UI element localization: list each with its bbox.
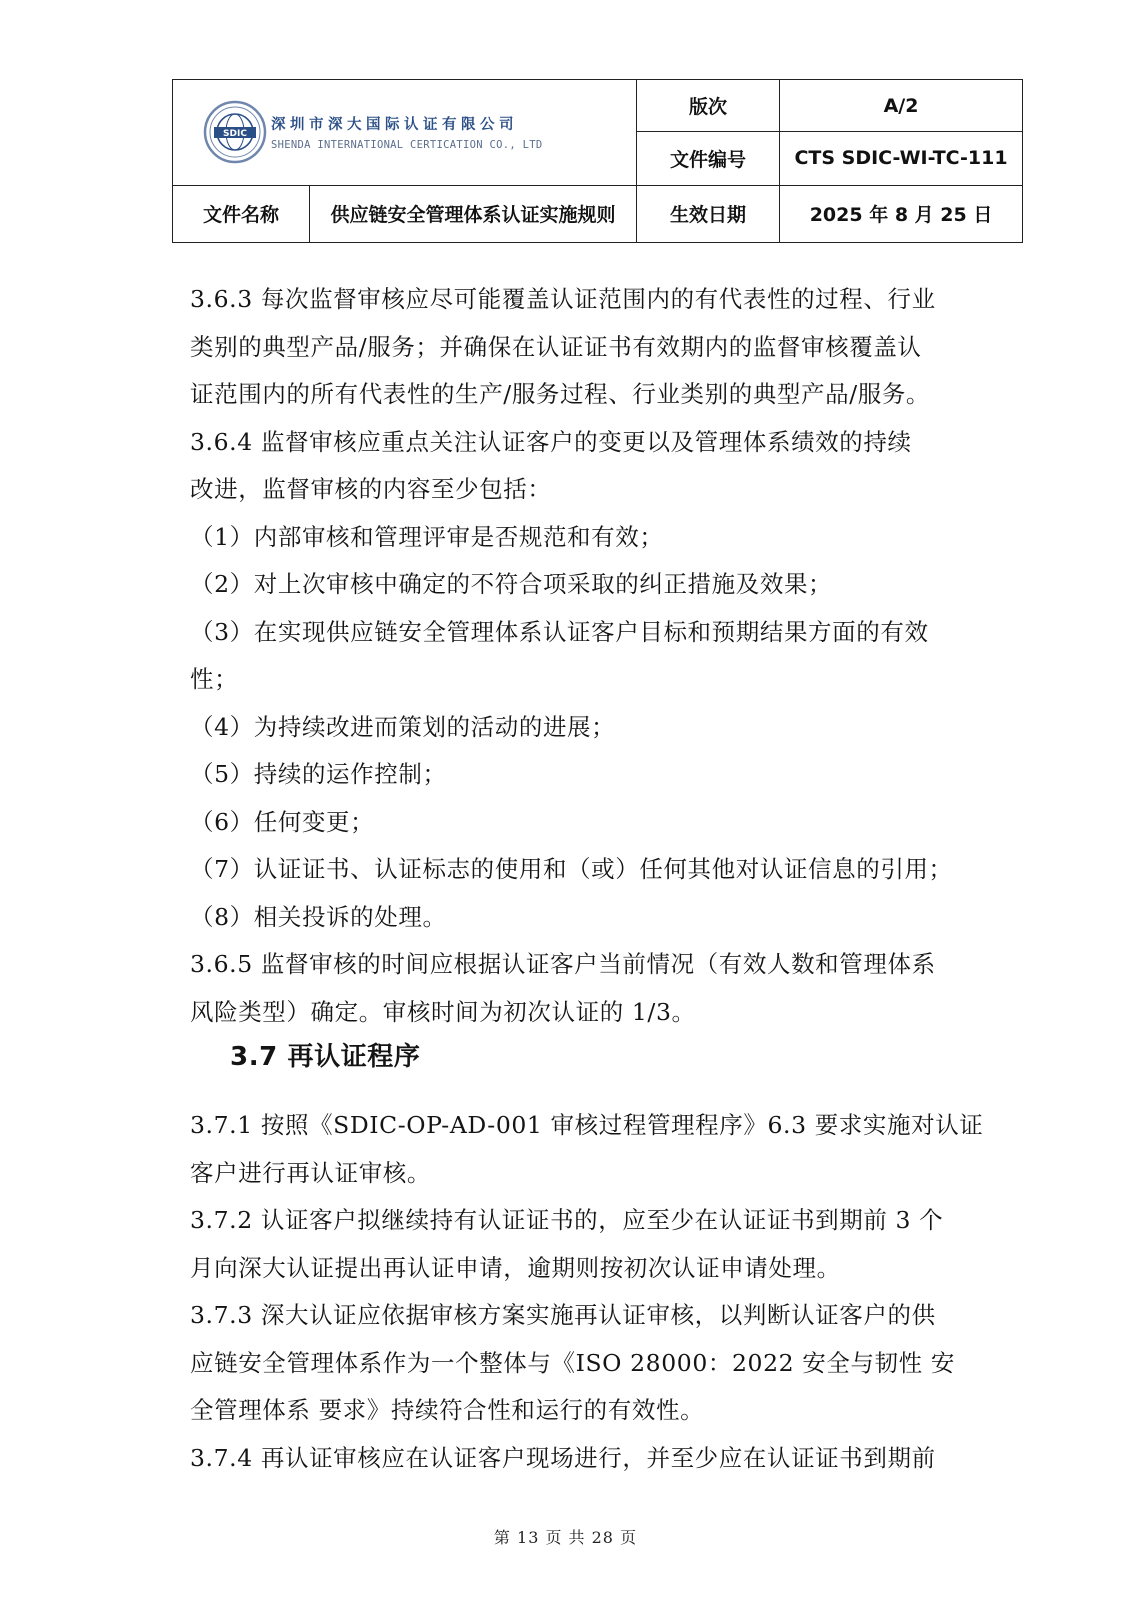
body-line: （1）内部审核和管理评审是否规范和有效； bbox=[190, 522, 664, 551]
body-line: 证范围内的所有代表性的生产/服务过程、行业类别的典型产品/服务。 bbox=[190, 380, 931, 408]
page-number-footer: 第 13 页 共 28 页 bbox=[493, 1528, 638, 1547]
company-name-cn: 深圳市深大国际认证有限公司 bbox=[271, 117, 518, 134]
version-label: 版次 bbox=[637, 80, 780, 132]
body-line: （7）认证证书、认证标志的使用和（或）任何其他对认证信息的引用； bbox=[190, 855, 953, 883]
body-line: 改进，监督审核的内容至少包括： bbox=[190, 475, 552, 503]
body-line: （4）为持续改进而策划的活动的进展； bbox=[190, 712, 616, 741]
body-line: 3.7.3 深大认证应依据审核方案实施再认证审核，以判断认证客户的供 bbox=[190, 1301, 936, 1329]
body-line: 3.7.1 按照《SDIC-OP-AD-001 审核过程管理程序》6.3 要求实施对认证 bbox=[190, 1111, 984, 1139]
body-line: 风险类型）确定。审核时间为初次认证的 1/3。 bbox=[190, 997, 696, 1026]
doc-name-label: 文件名称 bbox=[173, 185, 310, 242]
body-line: 3.7.4 再认证审核应在认证客户现场进行，并至少应在认证证书到期前 bbox=[190, 1443, 936, 1472]
body-line: 全管理体系 要求》持续符合性和运行的有效性。 bbox=[190, 1396, 705, 1424]
doc-number-value: CTS SDIC-WI-TC-111 bbox=[780, 132, 1023, 185]
body-line: （6）任何变更； bbox=[190, 807, 375, 836]
body-line: 3.7.2 认证客户拟继续持有认证证书的，应至少在认证证书到期前 3 个 bbox=[190, 1206, 944, 1234]
section-heading: 3.7 再认证程序 bbox=[230, 1042, 421, 1072]
body-line: （8）相关投诉的处理。 bbox=[190, 902, 447, 931]
effective-date-label: 生效日期 bbox=[637, 185, 780, 242]
body-line: （3）在实现供应链安全管理体系认证客户目标和预期结果方面的有效 bbox=[190, 617, 929, 646]
body-line: 应链安全管理体系作为一个整体与《ISO 28000：2022 安全与韧性 安 bbox=[190, 1348, 955, 1377]
body-line: （5）持续的运作控制； bbox=[190, 760, 447, 788]
company-name-en: SHENDA INTERNATIONAL CERTICATION CO., LTD bbox=[271, 139, 543, 152]
company-seal-icon bbox=[203, 100, 267, 164]
effective-date-value: 2025 年 8 月 25 日 bbox=[780, 185, 1023, 242]
body-line: 类别的典型产品/服务；并确保在认证证书有效期内的监督审核覆盖认 bbox=[190, 332, 922, 361]
body-line: 3.6.3 每次监督审核应尽可能覆盖认证范围内的有代表性的过程、行业 bbox=[190, 285, 936, 313]
seal-text: SDIC bbox=[223, 129, 247, 140]
body-line: 3.6.5 监督审核的时间应根据认证客户当前情况（有效人数和管理体系 bbox=[190, 950, 936, 978]
doc-name-value: 供应链安全管理体系认证实施规则 bbox=[310, 185, 637, 242]
company-logo bbox=[173, 100, 636, 164]
body-line: 月向深大认证提出再认证申请，逾期则按初次认证申请处理。 bbox=[190, 1253, 841, 1282]
document-body bbox=[190, 276, 1015, 1482]
doc-number-label: 文件编号 bbox=[637, 132, 780, 185]
company-logo-cell bbox=[173, 80, 637, 186]
document-header-table bbox=[172, 79, 1023, 243]
version-value: A/2 bbox=[780, 80, 1023, 132]
body-line: 性； bbox=[190, 665, 239, 693]
body-line: （2）对上次审核中确定的不符合项采取的纠正措施及效果； bbox=[190, 570, 833, 598]
body-line: 客户进行再认证审核。 bbox=[190, 1158, 431, 1187]
body-line: 3.6.4 监督审核应重点关注认证客户的变更以及管理体系绩效的持续 bbox=[190, 427, 912, 456]
